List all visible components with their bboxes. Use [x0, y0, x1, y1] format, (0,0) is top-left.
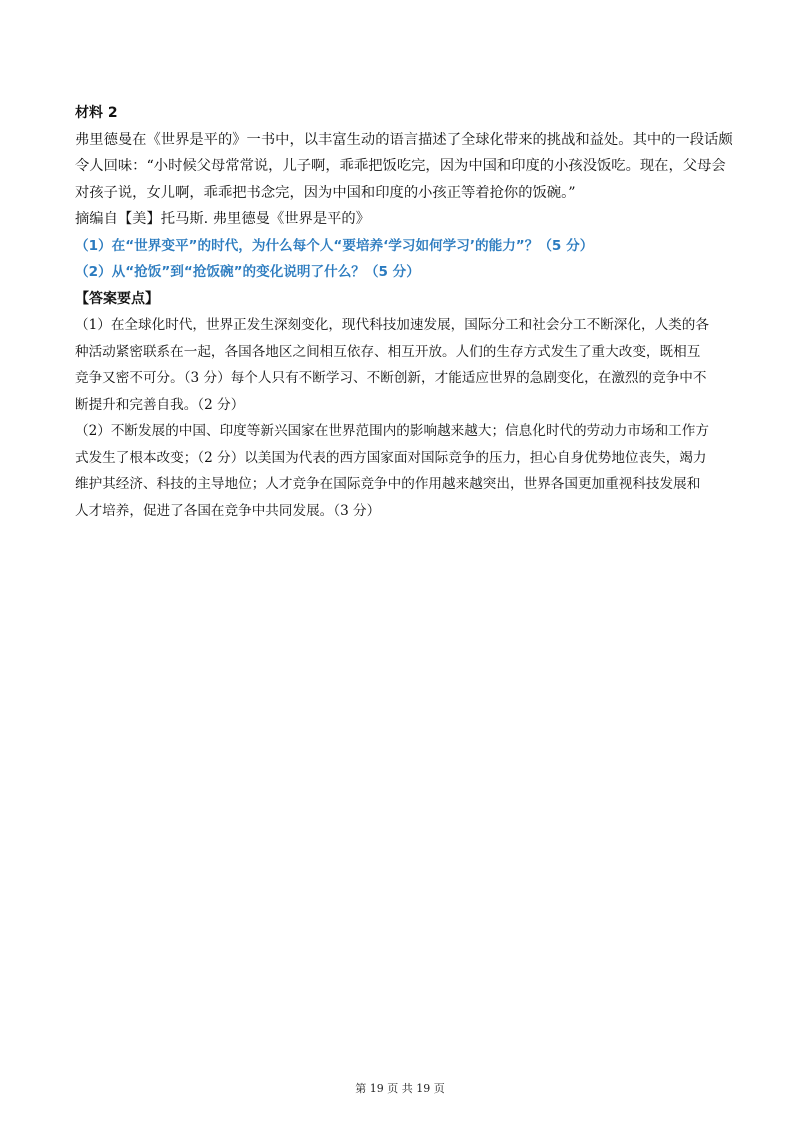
answer-line: （1）在全球化时代，世界正发生深刻变化，现代科技加速发展，国际分工和社会分工不断深化，人类的各 — [75, 317, 709, 333]
material-heading: 材料 2 — [75, 105, 118, 121]
answer-line: 式发生了根本改变；（2 分）以美国为代表的西方国家面对国际竞争的压力，担心自身优势地位丧失，竭力 — [75, 449, 707, 466]
answer-part-1 — [75, 312, 730, 418]
answer-line: 维护其经济、科技的主导地位；人才竞争在国际竞争中的作用越来越突出，世界各国更加重视科技发展和 — [75, 476, 701, 492]
answer-line: 人才培养，促进了各国在竞争中共同发展。（3 分） — [75, 502, 381, 519]
material-line: 令人回味：“小时候父母常常说，儿子啊，乖乖把饭吃完，因为中国和印度的小孩没饭吃。现在，父母会 — [75, 158, 726, 174]
material-line: 对孩子说，女儿啊，乖乖把书念完，因为中国和印度的小孩正等着抢你的饭碗。” — [75, 184, 576, 201]
question-1: （1）在“世界变平”的时代，为什么每个人“要培养‘学习如何学习’的能力”？（5 分） — [75, 237, 594, 254]
answer-line: 断提升和完善自我。（2 分） — [75, 396, 245, 413]
material-source: 摘编自【美】托马斯. 弗里德曼《世界是平的》 — [75, 211, 371, 227]
question-2: （2）从“抢饭”到“抢饭碗”的变化说明了什么？（5 分） — [75, 264, 420, 280]
answer-heading: 【答案要点】 — [75, 290, 159, 307]
answer-line: 种活动紧密联系在一起，各国各地区之间相互依存、相互开放。人们的生存方式发生了重大改变，既相互 — [75, 343, 701, 360]
answer-line: （2）不断发展的中国、印度等新兴国家在世界范围内的影响越来越大；信息化时代的劳动力市场和工作方 — [75, 423, 709, 439]
answer-part-2 — [75, 418, 730, 524]
answer-line: 竞争又密不可分。（3 分）每个人只有不断学习、不断创新，才能适应世界的急剧变化，在激烈的竞争中不 — [75, 370, 707, 386]
page-number: 第 19 页 共 19 页 — [355, 1082, 445, 1095]
page-content — [75, 100, 733, 524]
material-line: 弗里德曼在《世界是平的》一书中，以丰富生动的语言描述了全球化带来的挑战和益处。其中的一段话颇 — [75, 131, 733, 148]
